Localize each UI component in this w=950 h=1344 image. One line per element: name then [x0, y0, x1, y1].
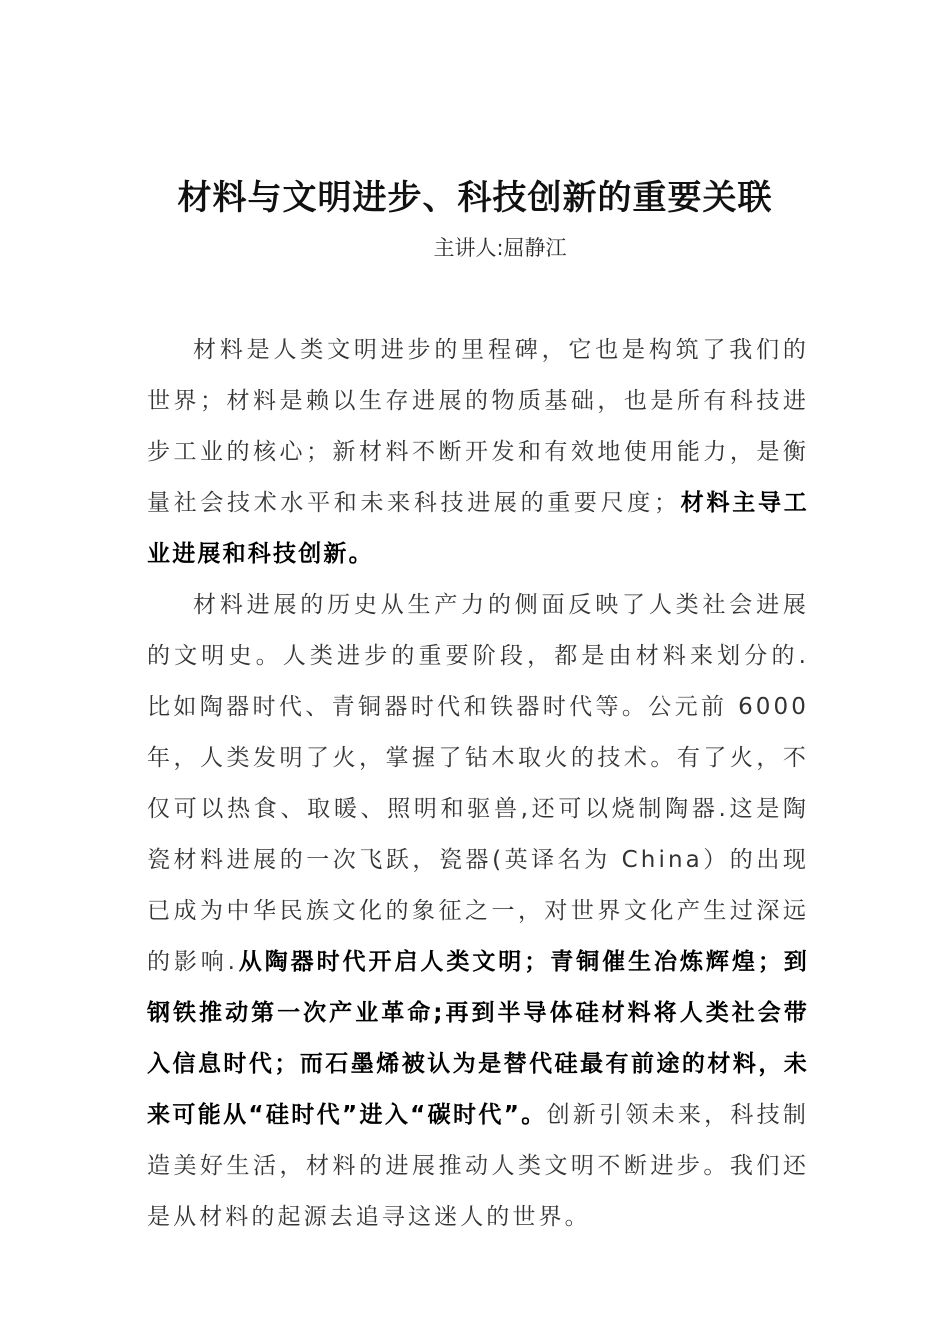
- paragraph-2: [147, 580, 809, 1243]
- paragraph-1-text: 材料是人类文明进步的里程碑，它也是构筑了我们的世界；材料是赖以生存进展的物质基础，也是所有科技进步工业的核心；新材料不断开发和有效地使用能力，是衡量社会技术水平和未来科技进展的重要尺度；: [147, 337, 809, 516]
- paragraph-2-tail-text: 创新引领未来，科技制造美好生活，材料的进展推动人类文明不断进步。我们还是从材料的起源去追寻这迷人的世界。: [147, 1102, 809, 1230]
- paragraph-1-bold-text: 材料主导工业进展和科技创新。: [147, 490, 810, 567]
- paragraph-1: [147, 325, 809, 580]
- paragraph-2-text: 材料进展的历史从生产力的侧面反映了人类社会进展的文明史。人类进步的重要阶段，都是由材料来划分的.比如陶器时代、青铜器时代和铁器时代等。公元前 6000 年，人类发明了火，掌握了钻木取火的技术。有了火，不仅可以热食、取暖、照明和驱兽,还可以烧制陶器.这是陶瓷材料进展的一次飞跃，瓷器(英译名为 China）的出现已成为中华民族文化的象征之一，对世界文化产生过深远的影响.: [147, 592, 809, 975]
- document-title: 材料与文明进步、科技创新的重要关联: [177, 178, 773, 218]
- document-body: [147, 325, 809, 1243]
- speaker-line: 主讲人:屈静江: [433, 236, 567, 260]
- paragraph-2-bold-text: 从陶器时代开启人类文明；青铜催生冶炼辉煌；到钢铁推动第一次产业革命;再到半导体硅材料将人类社会带入信息时代；而石墨烯被认为是替代硅最有前途的材料，未来可能从“硅时代”进入“碳时代”。: [147, 949, 809, 1128]
